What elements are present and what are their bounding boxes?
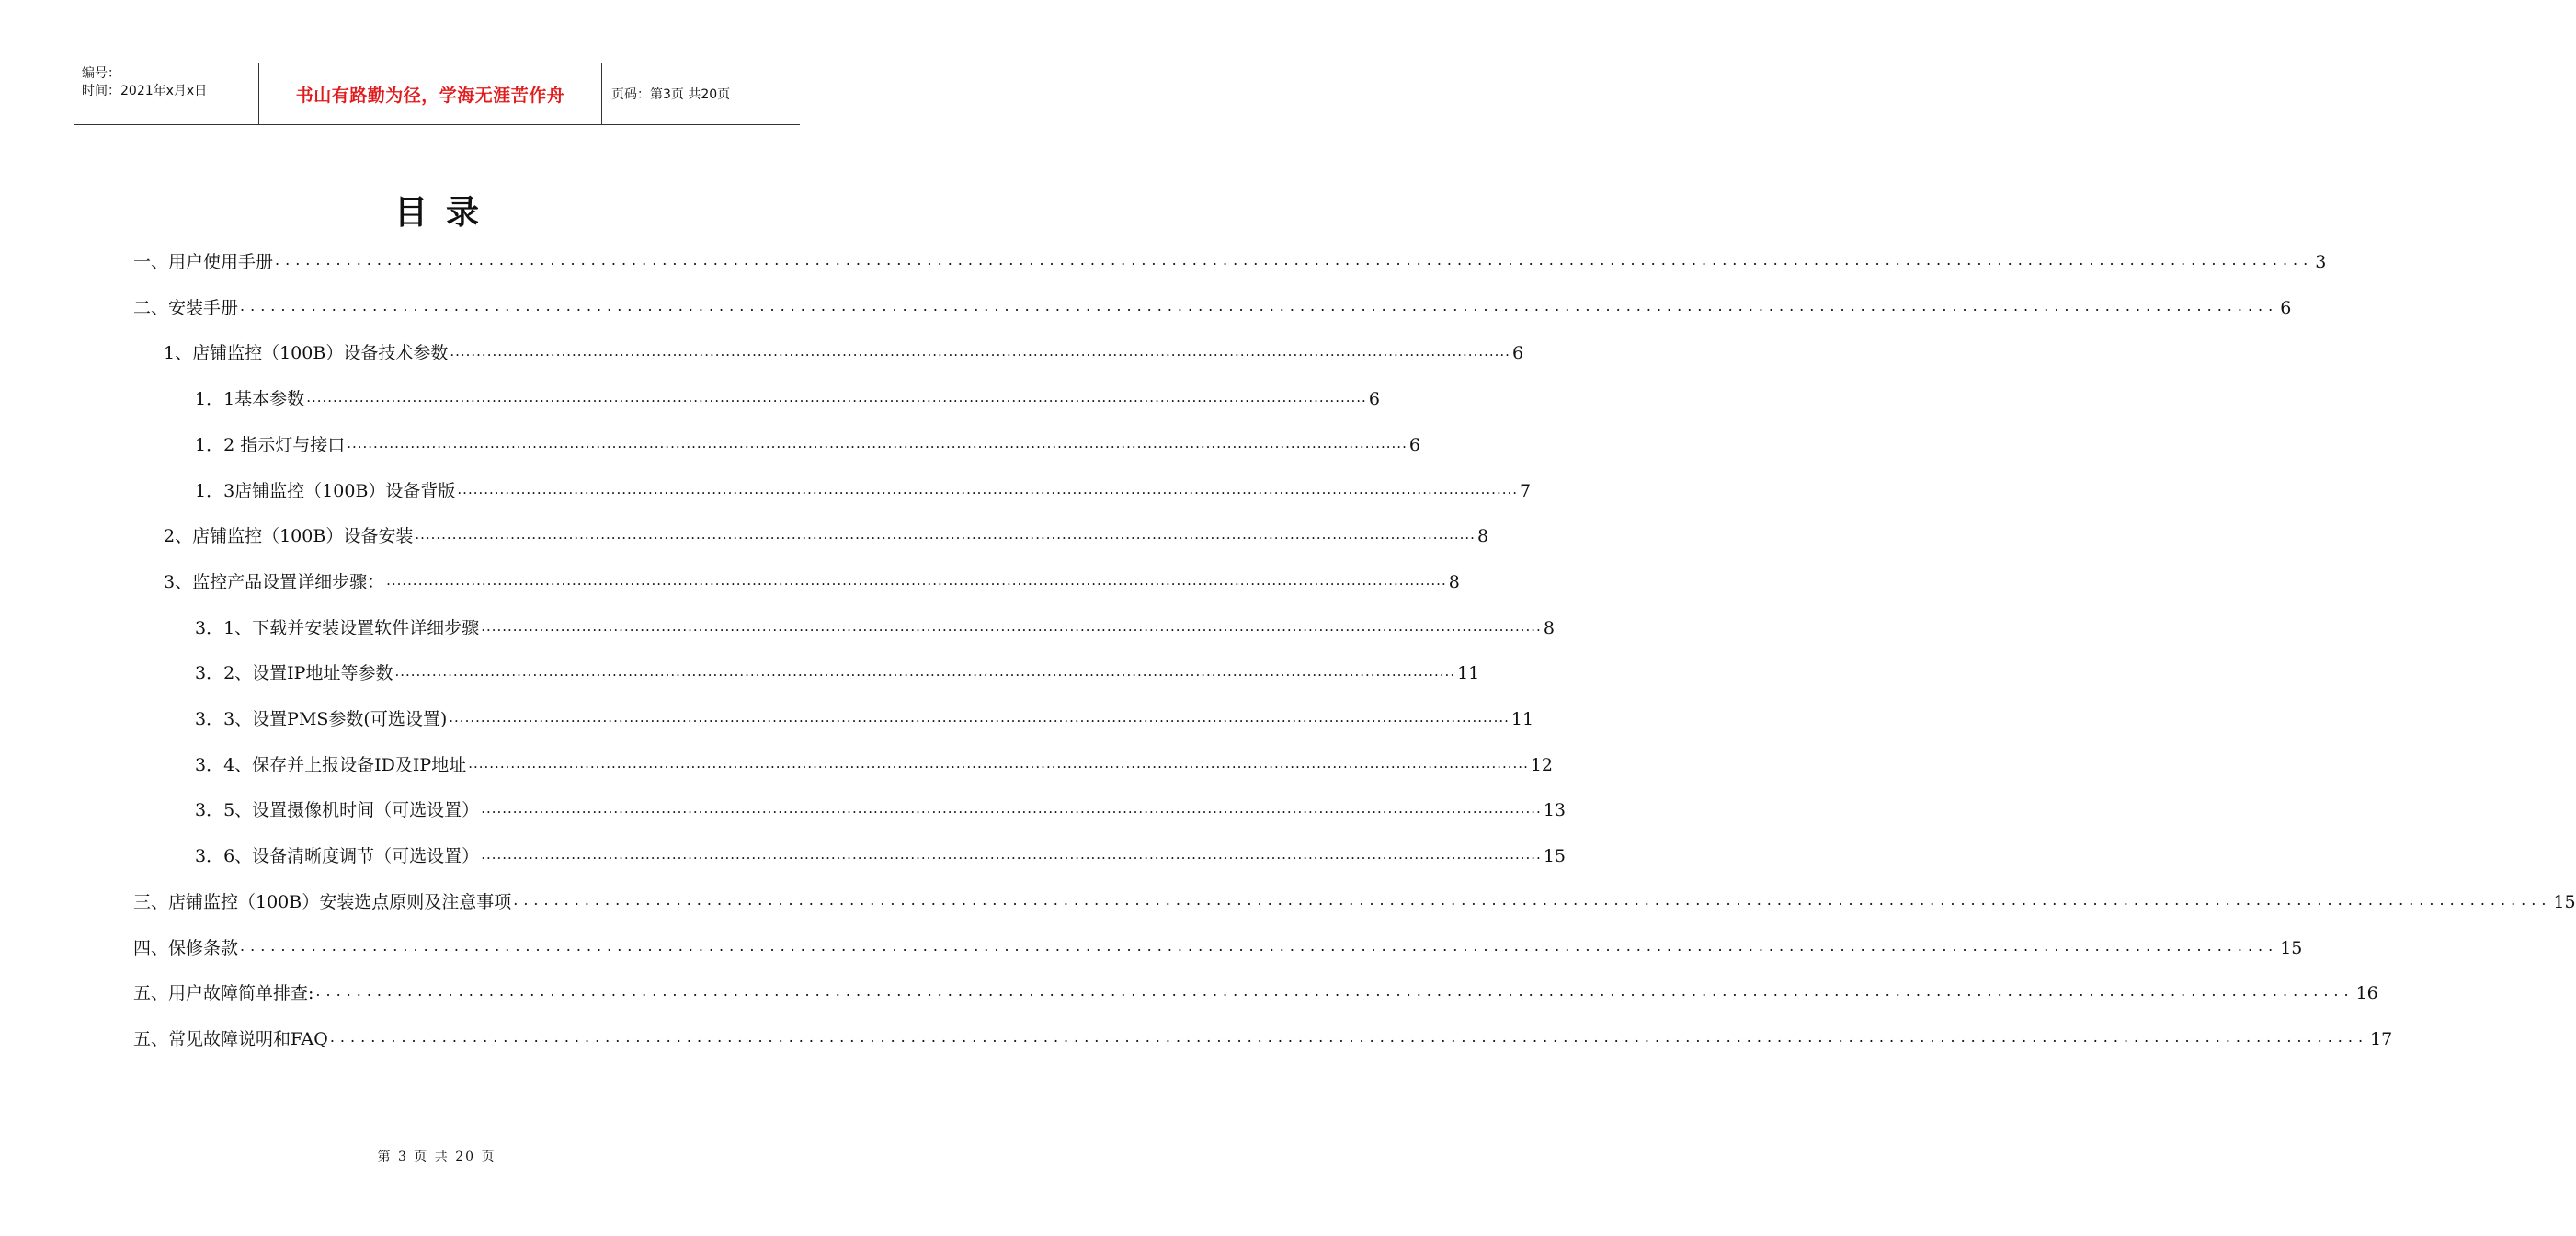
toc-entry[interactable] — [133, 237, 2327, 274]
toc-entry-page: 7 — [1520, 480, 1532, 501]
toc-entry-page: 12 — [1530, 754, 1554, 775]
toc-entry-text: 1．1基本参数 — [195, 389, 305, 410]
toc-entry-text: 1．3店铺监控（100B）设备背版 — [195, 480, 456, 501]
toc-leader-dots: ........................................................................................................................................................................................................ — [481, 617, 1542, 635]
toc-entry[interactable] — [195, 694, 1534, 731]
toc-entry-page: 15 — [2280, 937, 2303, 958]
toc-entry-page: 8 — [1543, 617, 1555, 638]
toc-entry[interactable] — [133, 923, 2303, 960]
toc-entry-text: 3、监控产品设置详细步骤： — [164, 571, 385, 592]
toc-entry-text: 一、用户使用手册 — [133, 252, 274, 272]
toc-entry-page: 3 — [2315, 252, 2327, 272]
toc-leader-dots: ........................................................................................................................................................................................................ — [240, 936, 2279, 955]
toc-entry-text: 3．3、设置PMS参数(可选设置) — [195, 709, 448, 729]
toc-leader-dots: ........................................................................................................................................................................................................ — [415, 526, 1476, 544]
toc-leader-dots: ........................................................................................................................................................................................................ — [481, 846, 1542, 864]
toc-entry-page: 6 — [1408, 434, 1420, 455]
header-motto: 书山有路勤为径，学海无涯苦作舟 — [259, 63, 602, 124]
toc-entry[interactable] — [133, 968, 2378, 1005]
toc-entry-text: 3．5、设置摄像机时间（可选设置） — [195, 800, 480, 821]
toc-entry-page: 17 — [2370, 1028, 2393, 1049]
toc-entry-page: 6 — [1368, 389, 1380, 410]
toc-entry[interactable] — [133, 283, 2292, 320]
toc-entry[interactable] — [164, 328, 1524, 365]
toc-leader-dots: ........................................................................................................................................................................................................ — [347, 434, 1408, 452]
toc-entry-page: 8 — [1476, 526, 1489, 547]
toc-entry[interactable] — [195, 831, 1566, 868]
toc-entry-page: 15 — [1543, 846, 1566, 867]
toc-leader-dots: ........................................................................................................................................................................................................ — [306, 389, 1367, 406]
toc-leader-dots: ........................................................................................................................................................................................................ — [457, 480, 1519, 498]
toc-leader-dots: ........................................................................................................................................................................................................ — [240, 296, 2279, 315]
toc-entry-page: 13 — [1543, 800, 1566, 821]
toc-entry-text: 3．1、下载并安装设置软件详细步骤 — [195, 617, 480, 638]
toc-leader-dots: ........................................................................................................................................................................................................ — [450, 343, 1510, 360]
toc-entry-page: 6 — [2280, 297, 2292, 318]
toc-entry-text: 五、用户故障简单排查: — [133, 983, 314, 1004]
page-header — [74, 63, 800, 125]
toc-entry-text: 2、店铺监控（100B）设备安装 — [164, 526, 414, 547]
toc-entry[interactable] — [195, 785, 1566, 822]
toc-entry-text: 1．2 指示灯与接口 — [195, 434, 346, 455]
toc-entry[interactable] — [164, 557, 1460, 594]
toc-entry-page: 16 — [2355, 983, 2378, 1004]
toc-entry[interactable] — [195, 466, 1532, 503]
toc-entry-text: 1、店铺监控（100B）设备技术参数 — [164, 343, 449, 364]
toc-leader-dots: ........................................................................................................................................................................................................ — [481, 800, 1542, 818]
header-number: 编号： — [82, 66, 120, 81]
toc-entry[interactable] — [164, 511, 1489, 548]
page-footer: 第 3 页 共 20 页 — [377, 1150, 496, 1164]
toc-entry[interactable] — [133, 877, 2576, 914]
toc-entry-page: 11 — [1510, 709, 1534, 729]
toc-entry[interactable] — [195, 740, 1554, 777]
toc-entry[interactable] — [195, 374, 1380, 411]
toc-entry-page: 15 — [2553, 891, 2576, 912]
toc-entry-text: 四、保修条款 — [133, 937, 239, 958]
toc-leader-dots: ........................................................................................................................................................................................................ — [329, 1027, 2369, 1046]
toc-entry[interactable] — [133, 1014, 2393, 1051]
toc-entry-text: 3．6、设备清晰度调节（可选设置） — [195, 846, 480, 867]
toc-entry-page: 8 — [1448, 571, 1460, 592]
toc-title: 目录 — [393, 193, 497, 232]
toc-leader-dots: ........................................................................................................................................................................................................ — [315, 982, 2354, 1001]
toc-leader-dots: ........................................................................................................................................................................................................ — [386, 571, 1447, 589]
header-page-info: 页码：第3页 共20页 — [611, 87, 731, 102]
toc-entry[interactable] — [195, 420, 1420, 457]
toc-entry[interactable] — [195, 648, 1480, 685]
toc-leader-dots: ........................................................................................................................................................................................................ — [275, 251, 2314, 269]
toc-leader-dots: ........................................................................................................................................................................................................ — [394, 663, 1456, 681]
toc-entry-page: 11 — [1457, 663, 1480, 684]
toc-entry-text: 二、安装手册 — [133, 297, 239, 318]
header-meta — [74, 63, 259, 124]
toc-entry-text: 3．2、设置IP地址等参数 — [195, 663, 393, 684]
toc-entry-text: 3．4、保存并上报设备ID及IP地址 — [195, 754, 467, 775]
toc-leader-dots: ........................................................................................................................................................................................................ — [449, 709, 1510, 726]
toc-entry-text: 五、常见故障说明和FAQ — [133, 1028, 328, 1049]
toc-leader-dots: ........................................................................................................................................................................................................ — [513, 890, 2552, 909]
toc-entry[interactable] — [195, 603, 1555, 640]
toc-leader-dots: ........................................................................................................................................................................................................ — [468, 754, 1529, 772]
toc-entry-page: 6 — [1511, 343, 1524, 364]
header-date: 时间：2021年x月x日 — [82, 84, 208, 98]
toc-entry-text: 三、店铺监控（100B）安装选点原则及注意事项 — [133, 891, 512, 912]
